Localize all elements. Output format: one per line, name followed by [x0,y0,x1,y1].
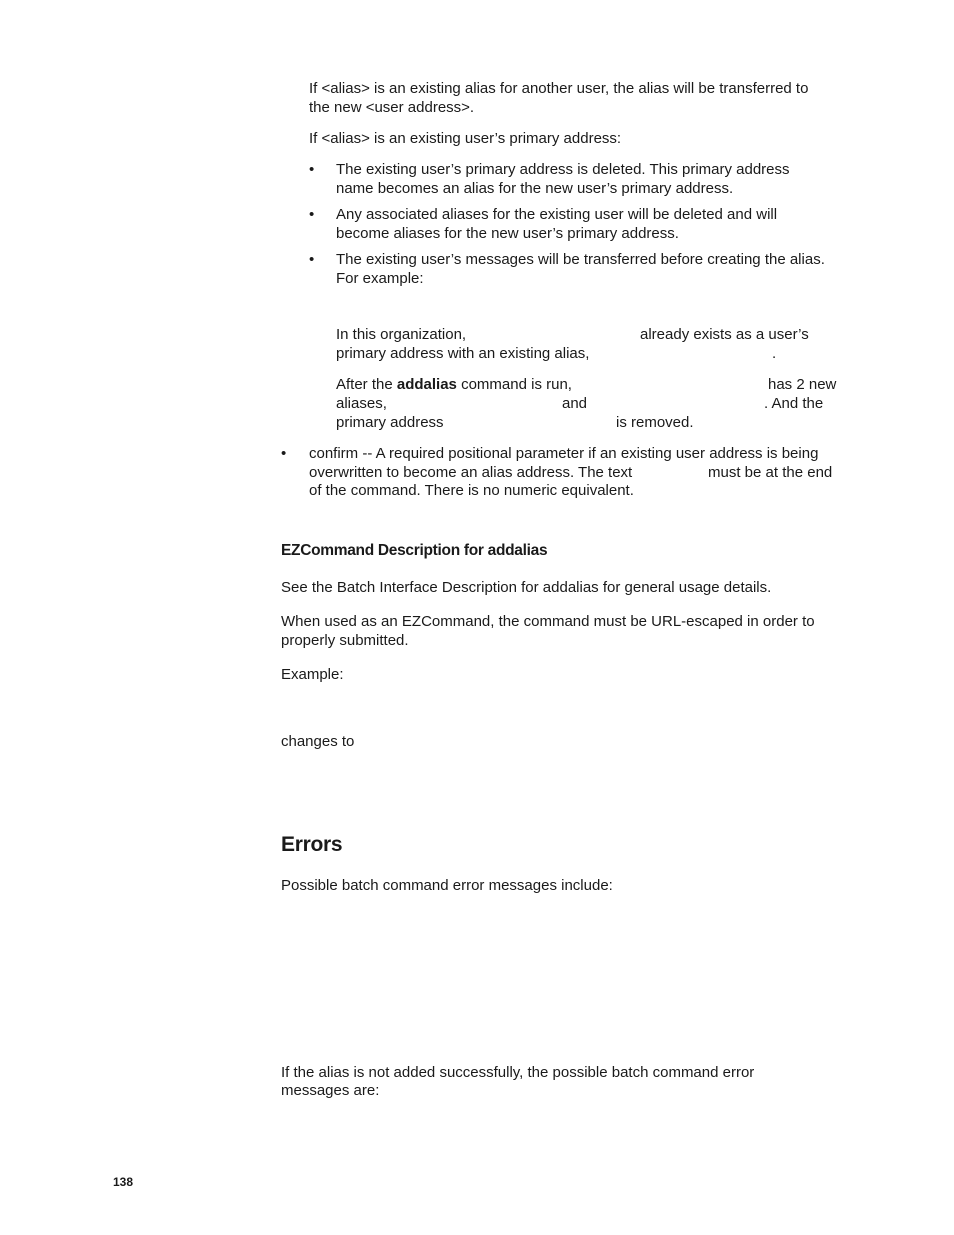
confirm-line-1: confirm -- A required positional parameter if an existing user address is being [309,445,819,462]
intro-line-1: If <alias> is an existing alias for another user, the alias will be transferred to [309,80,809,97]
page-number: 138 [113,1175,134,1189]
bullet-marker: • [309,206,315,223]
ezcommand-paragraph-2-line-1: When used as an EZCommand, the command must be URL-escaped in order to [281,613,815,630]
primary-address-intro: If <alias> is an existing user’s primary address: [309,130,622,147]
example-a-line-2-pre: primary address with an existing alias, [336,345,590,362]
example-b-line-3-post: is removed. [616,414,694,431]
example-b-line-3-pre: primary address [336,414,444,431]
bullet-marker: • [281,445,287,462]
ezcommand-paragraph-1: See the Batch Interface Description for addalias for general usage details. [281,579,772,596]
bullet-3-line-1: The existing user’s messages will be transferred before creating the alias. [336,251,825,268]
errors-intro: Possible batch command error messages include: [281,877,613,894]
example-b-line-2-mid: and [562,395,588,412]
bullet-1-line-2: name becomes an alias for the new user’s primary address. [336,180,734,197]
bullet-2-line-1: Any associated aliases for the existing user will be deleted and will [336,206,778,223]
addalias-command: addalias [396,376,457,393]
ezcommand-example-label: Example: [281,666,344,683]
example-b-line-2-pre: aliases, [336,395,387,412]
example-b-line-1 [336,375,572,394]
bullet-2-line-2: become aliases for the new user’s primary address. [336,225,679,242]
ezcommand-heading: EZCommand Description for addalias [281,542,548,559]
bullet-marker: • [309,251,315,268]
intro-line-2: the new <user address>. [309,99,475,116]
example-a-line-1-post: already exists as a user’s [640,326,809,343]
confirm-line-2-pre: overwritten to become an alias address. The text [309,464,633,481]
ezcommand-changes-to: changes to [281,733,355,750]
ezcommand-paragraph-2-line-2: properly submitted. [281,632,409,649]
errors-failure-line-1: If the alias is not added successfully, the possible batch command error [281,1064,755,1081]
errors-failure-line-2: messages are: [281,1082,380,1099]
confirm-line-2-post: must be at the end [708,464,833,481]
example-b-mid: command is run, [461,376,572,393]
example-b-line-2-post: . And the [764,395,824,412]
bullet-marker: • [309,161,315,178]
confirm-line-3: of the command. There is no numeric equivalent. [309,482,634,499]
example-a-line-2-post: . [772,345,777,362]
example-b-pre: After the [336,376,393,393]
example-a-line-1-pre: In this organization, [336,326,467,343]
bullet-3-line-2: For example: [336,270,424,287]
bullet-1-line-1: The existing user’s primary address is deleted. This primary address [336,161,790,178]
example-b-line-1-post: has 2 new [768,376,837,393]
errors-heading: Errors [281,833,343,856]
